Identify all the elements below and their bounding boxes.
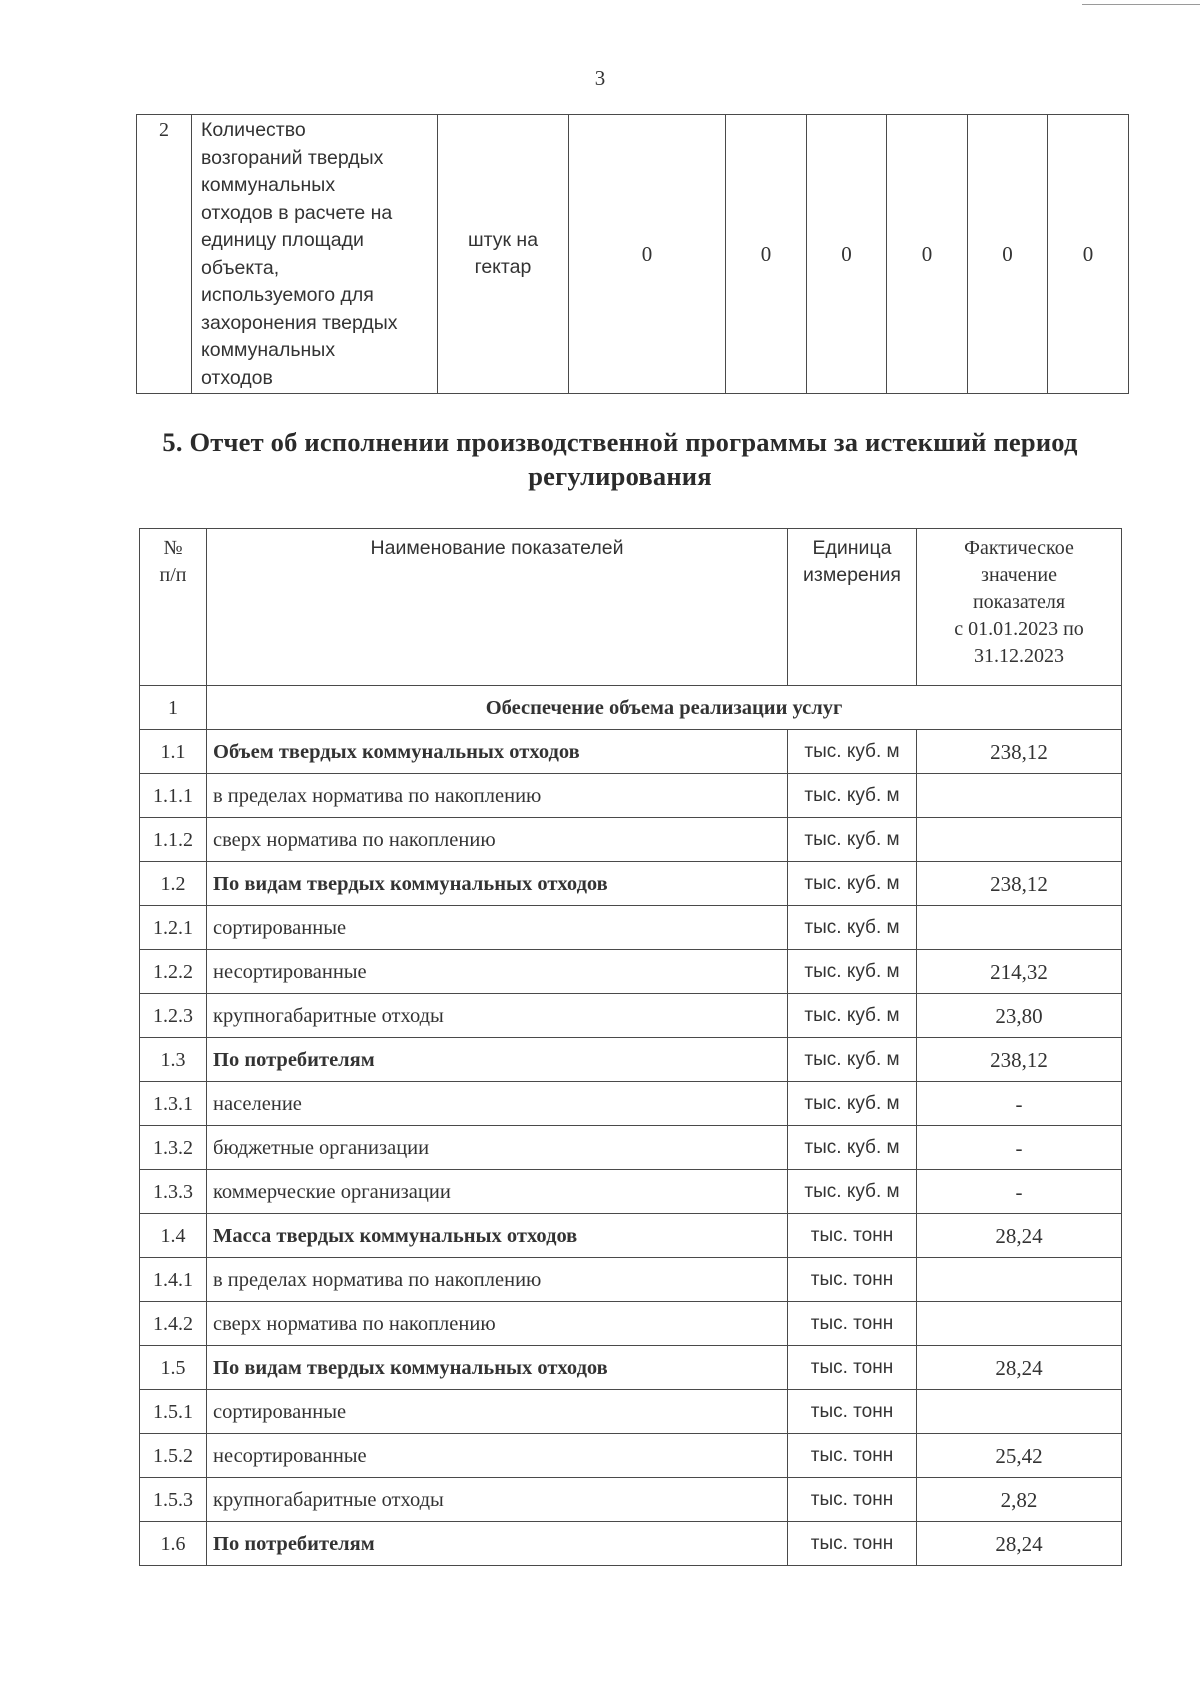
header-name: Наименование показателей	[207, 529, 788, 686]
header-value: Фактическое значение показателя с 01.01.2023 по 31.12.2023	[917, 529, 1122, 686]
row-unit: тыс. тонн	[788, 1390, 917, 1434]
section-heading-line: 5. Отчет об исполнении производственной программы за истекший период	[162, 427, 1078, 457]
row-value: 238,12	[917, 862, 1122, 906]
table-row	[140, 1126, 1122, 1170]
table-header-row	[140, 529, 1122, 686]
table-row	[140, 818, 1122, 862]
value-cell: 0	[887, 115, 968, 394]
row-number: 1.3.3	[140, 1170, 207, 1214]
row-number: 1.4.2	[140, 1302, 207, 1346]
row-value: 28,24	[917, 1522, 1122, 1566]
scan-edge-mark	[1082, 4, 1200, 5]
row-value	[917, 774, 1122, 818]
row-unit: тыс. тонн	[788, 1346, 917, 1390]
row-name: По видам твердых коммунальных отходов	[207, 1346, 788, 1390]
value-cell: 0	[807, 115, 887, 394]
row-number: 1.6	[140, 1522, 207, 1566]
row-unit: тыс. куб. м	[788, 774, 917, 818]
row-name: в пределах норматива по накоплению	[207, 1258, 788, 1302]
row-unit: тыс. куб. м	[788, 1038, 917, 1082]
section-row	[140, 686, 1122, 730]
row-number: 1.2.3	[140, 994, 207, 1038]
section-heading-line: регулирования	[528, 461, 712, 491]
row-value: 2,82	[917, 1478, 1122, 1522]
row-value: 28,24	[917, 1346, 1122, 1390]
row-value: 238,12	[917, 730, 1122, 774]
row-number: 1.5	[140, 1346, 207, 1390]
row-number: 1.3.1	[140, 1082, 207, 1126]
table-row	[140, 1478, 1122, 1522]
value-cell: 0	[1048, 115, 1129, 394]
value-cell: 0	[968, 115, 1048, 394]
row-name: Объем твердых коммунальных отходов	[207, 730, 788, 774]
table-row	[140, 1302, 1122, 1346]
row-name: коммерческие организации	[207, 1170, 788, 1214]
row-number: 1.2.2	[140, 950, 207, 994]
row-name: сверх норматива по накоплению	[207, 1302, 788, 1346]
row-name: крупногабаритные отходы	[207, 1478, 788, 1522]
row-name: сверх норматива по накоплению	[207, 818, 788, 862]
table-row	[140, 774, 1122, 818]
row-name: Масса твердых коммунальных отходов	[207, 1214, 788, 1258]
row-unit: тыс. тонн	[788, 1302, 917, 1346]
row-unit: тыс. куб. м	[788, 818, 917, 862]
header-number: № п/п	[140, 529, 207, 686]
row-number: 1.5.2	[140, 1434, 207, 1478]
row-name: сортированные	[207, 1390, 788, 1434]
row-name: По видам твердых коммунальных отходов	[207, 862, 788, 906]
row-unit: тыс. куб. м	[788, 950, 917, 994]
row-value: 23,80	[917, 994, 1122, 1038]
table-row	[140, 1258, 1122, 1302]
row-number: 1.2.1	[140, 906, 207, 950]
row-unit: тыс. тонн	[788, 1522, 917, 1566]
table-row	[140, 1522, 1122, 1566]
row-name: несортированные	[207, 1434, 788, 1478]
row-number: 1.4	[140, 1214, 207, 1258]
report-rows	[140, 730, 1122, 1566]
table-row	[140, 1214, 1122, 1258]
row-value: -	[917, 1126, 1122, 1170]
table-row	[140, 1082, 1122, 1126]
row-unit: тыс. куб. м	[788, 1082, 917, 1126]
row-value	[917, 1302, 1122, 1346]
row-unit: тыс. тонн	[788, 1214, 917, 1258]
unit-cell: штук на гектар	[438, 115, 569, 394]
table-row	[140, 906, 1122, 950]
row-unit: тыс. куб. м	[788, 1170, 917, 1214]
indicator-description: Количество возгораний твердых коммунальных отходов в расчете на единицу площади объекта, используемого для захоронения твердых коммунальных отходов	[192, 115, 438, 394]
row-value: -	[917, 1170, 1122, 1214]
row-unit: тыс. куб. м	[788, 906, 917, 950]
table-row	[140, 994, 1122, 1038]
row-name: несортированные	[207, 950, 788, 994]
row-number: 1.3.2	[140, 1126, 207, 1170]
row-value	[917, 1258, 1122, 1302]
section-heading	[120, 425, 1120, 493]
page-number: 3	[594, 66, 606, 90]
row-unit: тыс. тонн	[788, 1434, 917, 1478]
row-name: бюджетные организации	[207, 1126, 788, 1170]
section-number: 1	[140, 686, 207, 730]
table-row	[137, 115, 1129, 394]
row-name: По потребителям	[207, 1038, 788, 1082]
row-value: 214,32	[917, 950, 1122, 994]
row-unit: тыс. куб. м	[788, 1126, 917, 1170]
table-row	[140, 1038, 1122, 1082]
value-cell: 0	[569, 115, 726, 394]
row-value: 238,12	[917, 1038, 1122, 1082]
row-unit: тыс. куб. м	[788, 862, 917, 906]
table-row	[140, 862, 1122, 906]
row-value: -	[917, 1082, 1122, 1126]
row-number: 1.5.1	[140, 1390, 207, 1434]
row-name: По потребителям	[207, 1522, 788, 1566]
table-row	[140, 950, 1122, 994]
row-name: население	[207, 1082, 788, 1126]
value-cell: 0	[726, 115, 807, 394]
row-number: 2	[137, 115, 192, 394]
row-value	[917, 818, 1122, 862]
row-number: 1.4.1	[140, 1258, 207, 1302]
table-row	[140, 1346, 1122, 1390]
row-value: 28,24	[917, 1214, 1122, 1258]
table-row	[140, 1434, 1122, 1478]
production-program-report-table	[139, 528, 1122, 1566]
row-value: 25,42	[917, 1434, 1122, 1478]
row-unit: тыс. куб. м	[788, 730, 917, 774]
row-number: 1.1.1	[140, 774, 207, 818]
row-number: 1.5.3	[140, 1478, 207, 1522]
row-name: крупногабаритные отходы	[207, 994, 788, 1038]
section-title: Обеспечение объема реализации услуг	[207, 686, 1122, 730]
table-row	[140, 1170, 1122, 1214]
row-unit: тыс. тонн	[788, 1258, 917, 1302]
row-number: 1.1.2	[140, 818, 207, 862]
row-number: 1.2	[140, 862, 207, 906]
row-number: 1.1	[140, 730, 207, 774]
row-name: в пределах норматива по накоплению	[207, 774, 788, 818]
table-row	[140, 730, 1122, 774]
continued-indicator-table	[136, 114, 1129, 394]
row-unit: тыс. куб. м	[788, 994, 917, 1038]
row-number: 1.3	[140, 1038, 207, 1082]
row-value	[917, 1390, 1122, 1434]
row-unit: тыс. тонн	[788, 1478, 917, 1522]
row-name: сортированные	[207, 906, 788, 950]
row-value	[917, 906, 1122, 950]
header-unit: Единица измерения	[788, 529, 917, 686]
table-row	[140, 1390, 1122, 1434]
